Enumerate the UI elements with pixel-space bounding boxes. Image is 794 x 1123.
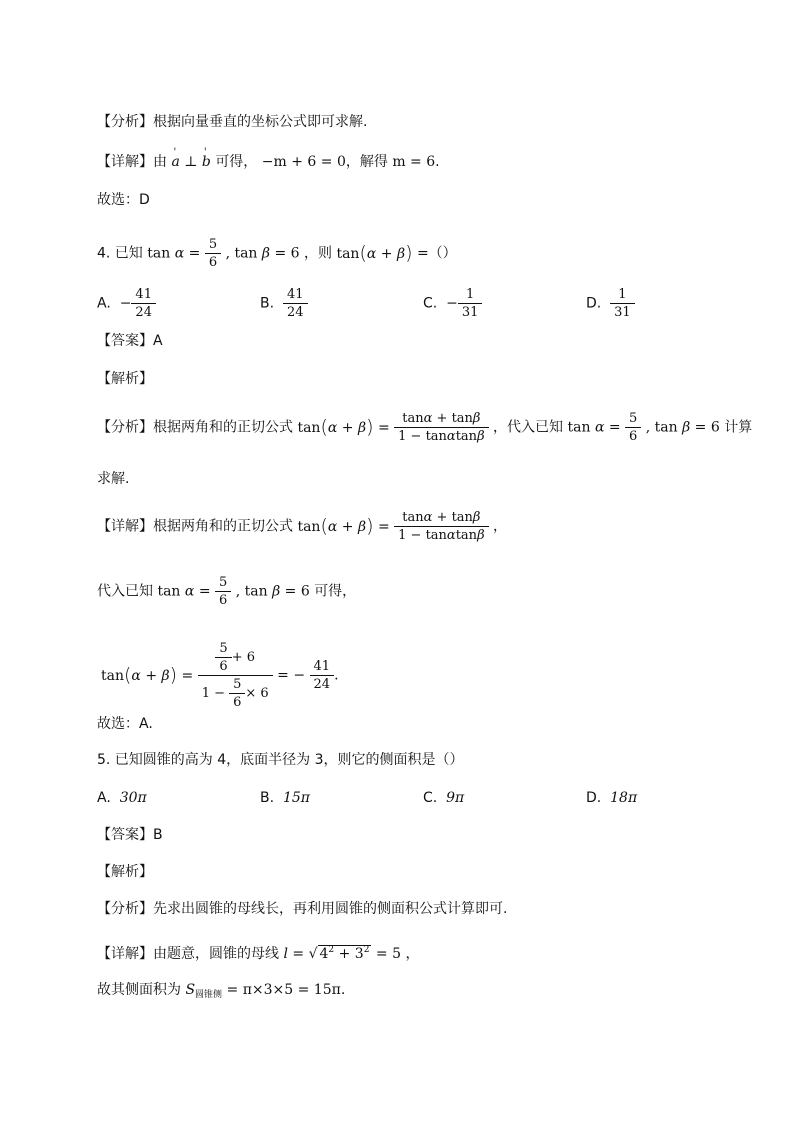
q4-choice: 故选：A. <box>97 716 153 732</box>
q3-choice: 故选：D <box>97 192 150 208</box>
q4-analysis-cont: 求解. <box>97 471 130 487</box>
q5-option-d: D. 18π <box>586 790 638 806</box>
q5-answer: 【答案】B <box>97 827 163 843</box>
q4-detail: 【详解】根据两角和的正切公式 tan(α + β) = $\frac{\tan\alpha + \tan\beta}{1 - \tan\alpha\tan\beta}$ ， <box>97 510 508 543</box>
q5-final: 故其侧面积为 $S_{圆锥侧} = \pi\times 3\times 5 = 15\pi$. <box>97 982 346 1000</box>
q4-option-d: D. $\frac{1}{31}$ <box>586 286 635 321</box>
q5-option-a: A. 30π <box>97 790 147 806</box>
q4-answer: 【答案】A <box>97 333 163 349</box>
q4-analysis: 【分析】根据两角和的正切公式 tan(α + β) = $\frac{\tan\alpha + \tan\beta}{1 - \tan\alpha\tan\beta}$ ，代入已知 tan α = $\frac{5}{6}$ , tan β = 6 计算 <box>97 411 753 444</box>
q4-analysis-head: 【解析】 <box>97 371 153 387</box>
q4-option-a: A. − $\frac{41}{24}$ <box>97 286 156 321</box>
q3-analysis: 【分析】根据向量垂直的坐标公式即可求解. <box>97 114 368 130</box>
q4-option-b: B. $\frac{41}{24}$ <box>260 286 308 321</box>
q4-stem: 4. 已知 tan α = $\frac{5}{6}$ , tan β = 6 ，则 tan(α + β) =（） <box>97 237 457 270</box>
q5-analysis: 【分析】先求出圆锥的母线长，再利用圆锥的侧面积公式计算即可. <box>97 901 508 917</box>
q5-option-b: B. 15π <box>260 790 310 806</box>
q3-detail: 【详解】由 ' a ⊥ ' b 可得， −m + 6 = 0，解得 m = 6. <box>97 152 440 172</box>
q4-option-c: C. − $\frac{1}{31}$ <box>423 286 482 321</box>
q5-detail: 【详解】由题意，圆锥的母线 l = √ $4^2 + 3^2 = 5$ ， <box>97 945 420 962</box>
q4-substitute: 代入已知 tan α = $\frac{5}{6}$ , tan β = 6 可得， <box>97 575 357 608</box>
q5-option-c: C. 9π <box>423 790 465 806</box>
q5-analysis-head: 【解析】 <box>97 864 153 880</box>
q4-calculation: tan(α + β) = $\frac{5}{6}$ + 6 1 − $\frac{5}{6}$ × 6 = − $\frac{41}{24}$ . <box>101 641 339 710</box>
q5-stem: 5. 已知圆锥的高为 4，底面半径为 3，则它的侧面积是（） <box>97 752 464 768</box>
